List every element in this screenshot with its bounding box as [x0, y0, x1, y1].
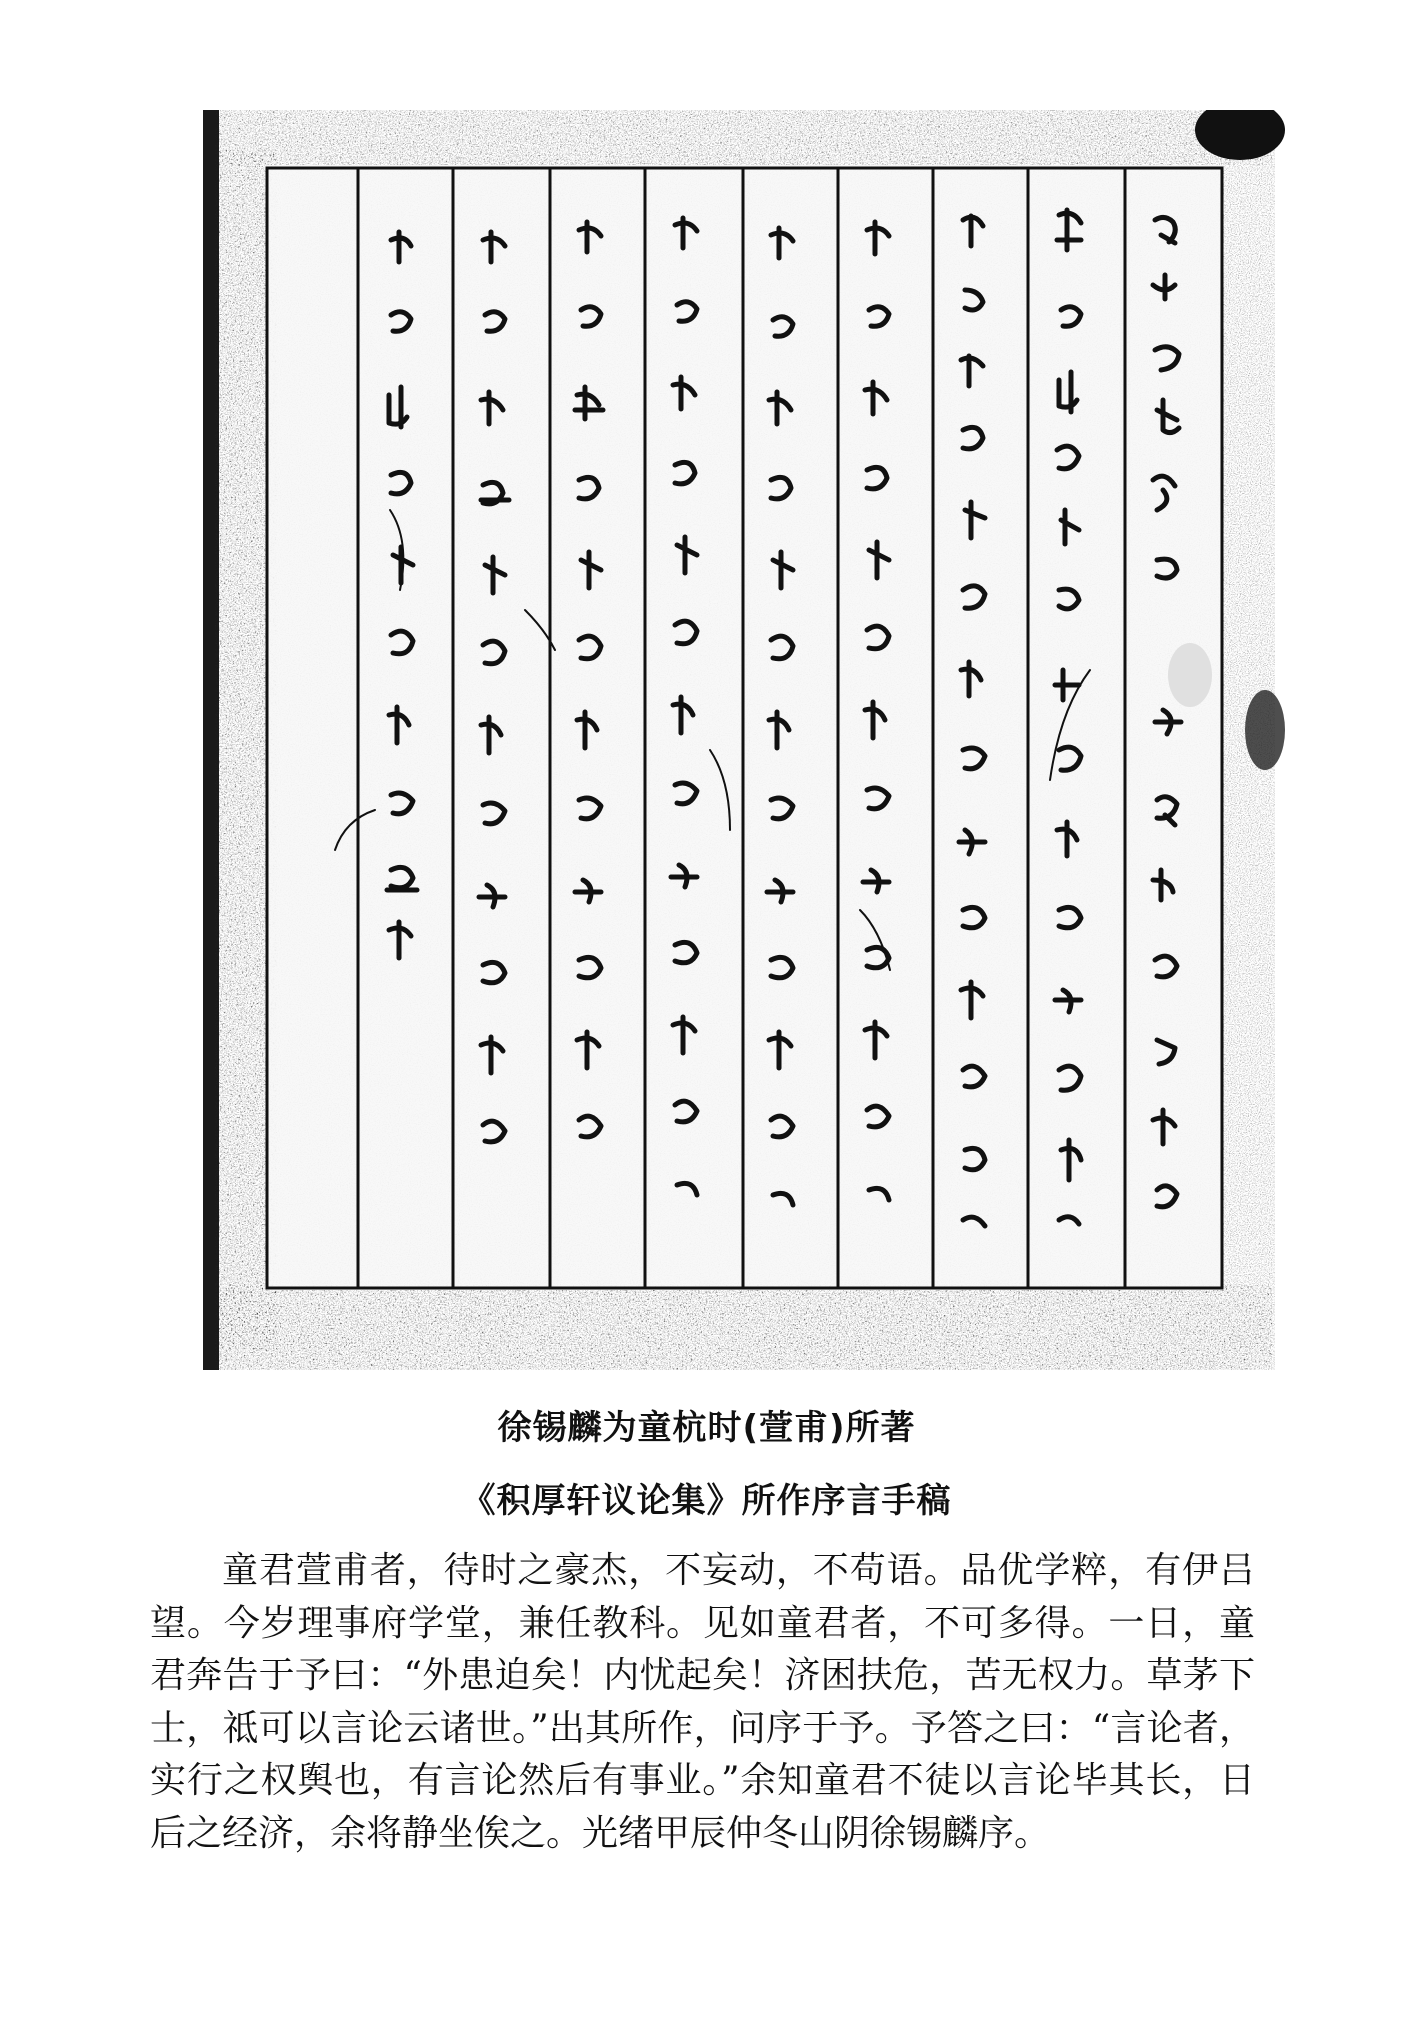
manuscript-photo: [195, 110, 1285, 1370]
transcription-text: [150, 1545, 1255, 1860]
transcription-paragraph: 童君萱甫者，待时之豪杰，不妄动，不苟语。品优学粹，有伊吕望。今岁理事府学堂，兼任教科。见如童君者，不可多得。一日，童君奔告于予曰：“外患迫矣！内忧起矣！济困扶危，苦无权力。草茅下士，祗可以言论云诸世。”出其所作，问序于予。予答之曰：“言论者，实行之权舆也，有言论然后有事业。”余知童君不徒以言论毕其长，日后之经济，余将静坐俟之。光绪甲辰仲冬山阴徐锡麟序。: [150, 1550, 1255, 1854]
caption-line-2: 《积厚轩议论集》所作序言手稿: [461, 1481, 952, 1521]
top-noise-band: [217, 110, 1272, 165]
caption-line-1: 徐锡麟为童杭时(萱甫)所著: [497, 1408, 916, 1448]
bottom-noise-band: [217, 1285, 1272, 1370]
